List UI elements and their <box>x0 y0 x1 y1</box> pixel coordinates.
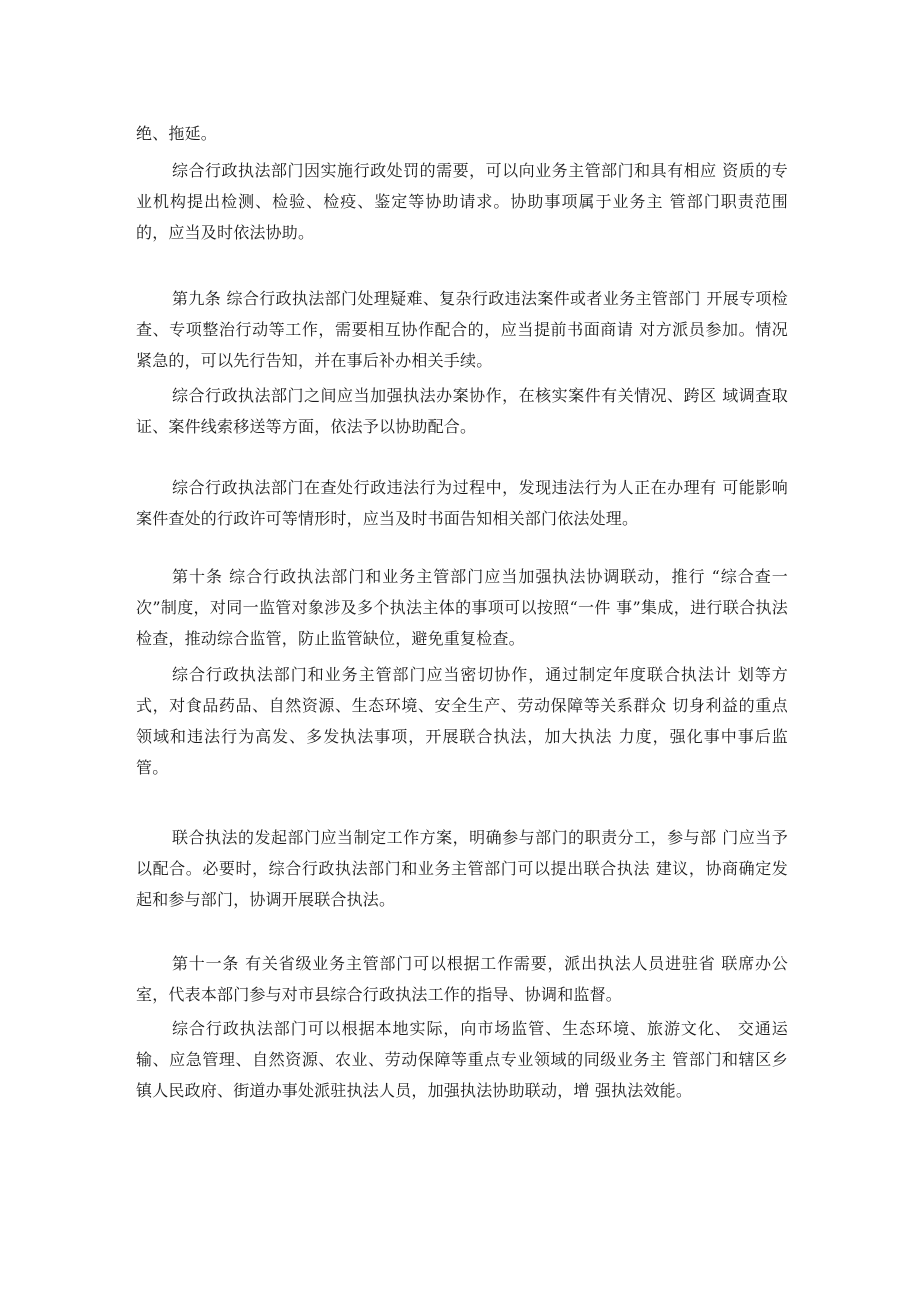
paragraph-10: 综合行政执法部门可以根据本地实际，向市场监管、生态环境、旅游文化、 交通运输、应急管理、自然资源、农业、劳动保障等重点专业领域的同级业务主 管部门和辖区乡镇人民政府、街道办事处派驻执法人员，加强执法协助联动，增 强执法效能。 <box>136 1019 788 1100</box>
paragraph-1: 绝、拖延。 <box>136 124 218 143</box>
paragraph-article-9: 第九条 综合行政执法部门处理疑难、复杂行政违法案件或者业务主管部门 开展专项检查、专项整治行动等工作，需要相互协作配合的，应当提前书面商请 对方派员参加。情况紧急的，可以先行告知，并在事后补办相关手续。 <box>136 289 788 370</box>
paragraph-7: 综合行政执法部门和业务主管部门应当密切协作，通过制定年度联合执法计 划等方式，对食品药品、自然资源、生态环境、安全生产、劳动保障等关系群众 切身利益的重点领域和违法行为高发、多发执法事项，开展联合执法，加大执法 力度，强化事中事后监管。 <box>136 665 788 777</box>
paragraph-8: 联合执法的发起部门应当制定工作方案，明确参与部门的职责分工，参与部 门应当予以配合。必要时，综合行政执法部门和业务主管部门可以提出联合执法 建议，协商确定发起和参与部门，协调开展联合执法。 <box>136 828 788 909</box>
paragraph-2: 综合行政执法部门因实施行政处罚的需要，可以向业务主管部门和具有相应 资质的专业机构提出检测、检验、检疫、鉴定等协助请求。协助事项属于业务主 管部门职责范围的，应当及时依法协助。 <box>136 161 788 242</box>
paragraph-4: 综合行政执法部门之间应当加强执法办案协作，在核实案件有关情况、跨区 域调查取证、案件线索移送等方面，依法予以协助配合。 <box>136 386 788 436</box>
paragraph-article-10: 第十条 综合行政执法部门和业务主管部门应当加强执法协调联动，推行 “综合查一次”制度，对同一监管对象涉及多个执法主体的事项可以按照“一件 事”集成，进行联合执法检查，推动综合监管，防止监管缺位，避免重复检查。 <box>136 567 788 648</box>
paragraph-article-11: 第十一条 有关省级业务主管部门可以根据工作需要，派出执法人员进驻省 联席办公室，代表本部门参与对市县综合行政执法工作的指导、协调和监督。 <box>136 954 788 1004</box>
paragraph-5: 综合行政执法部门在查处行政违法行为过程中，发现违法行为人正在办理有 可能影响案件查处的行政许可等情形时，应当及时书面告知相关部门依法处理。 <box>136 478 788 528</box>
